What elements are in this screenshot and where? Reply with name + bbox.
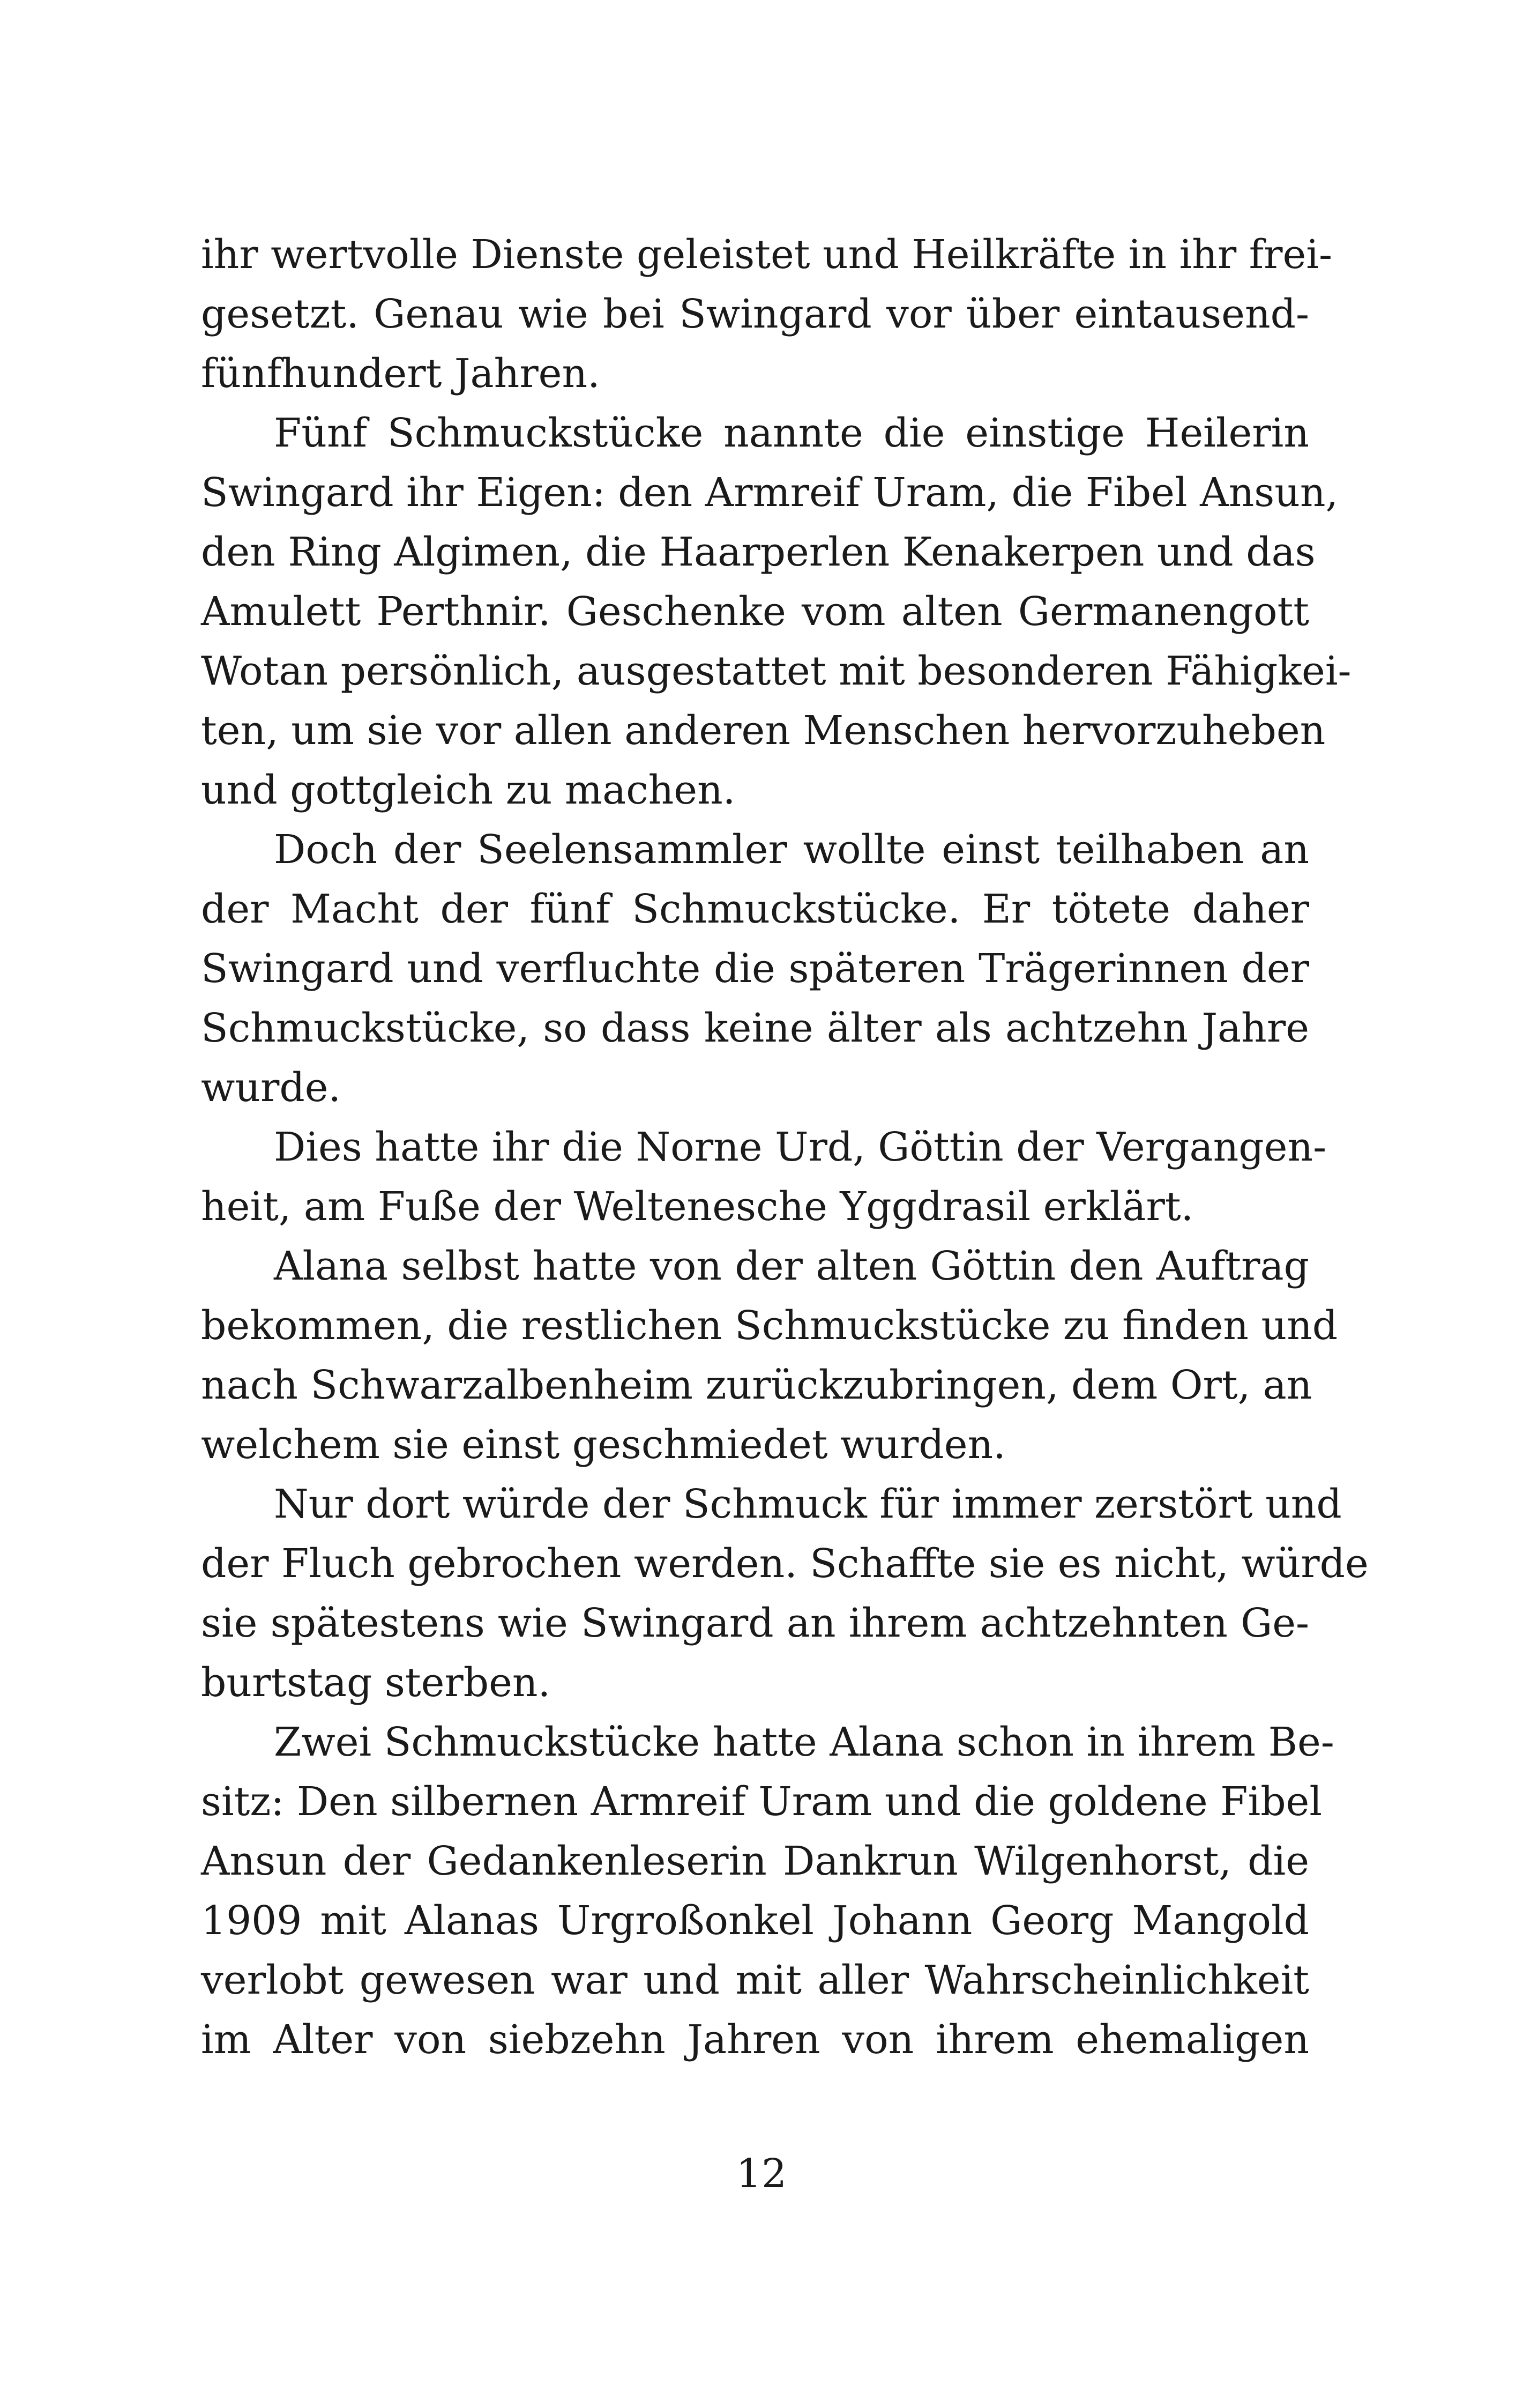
- text-line: Amulett Perthnir. Geschenke vom alten Germanengott: [201, 589, 1309, 635]
- paragraph: [201, 1475, 1369, 1713]
- text-line: Swingard ihr Eigen: den Armreif Uram, die Fibel Ansun,: [201, 470, 1339, 516]
- text-line: ihr wertvolle Dienste geleistet und Heilkräfte in ihr frei-: [201, 232, 1332, 278]
- text-line: und gottgleich zu machen.: [201, 767, 736, 813]
- paragraph: [201, 1237, 1338, 1475]
- text-line: Alana selbst hatte von der alten Göttin den Auftrag: [274, 1243, 1309, 1289]
- text-line: wurde.: [201, 1065, 341, 1111]
- text-line: Fünf Schmuckstücke nannte die einstige Heilerin: [274, 410, 1309, 456]
- body-text: [201, 225, 1369, 2070]
- text-line: heit, am Fuße der Weltenesche Yggdrasil erklärt.: [201, 1184, 1194, 1230]
- text-line: Nur dort würde der Schmuck für immer zerstört und: [274, 1481, 1342, 1527]
- text-line: Swingard und verfluchte die späteren Trägerinnen der: [201, 946, 1309, 992]
- paragraph: [201, 404, 1352, 820]
- paragraph: [201, 225, 1332, 404]
- text-line: burtstag sterben.: [201, 1660, 551, 1706]
- paragraph: [201, 820, 1309, 1118]
- text-line: nach Schwarzalbenheim zurückzubringen, dem Ort, an: [201, 1362, 1312, 1408]
- paragraph: [201, 1118, 1327, 1237]
- text-line: Doch der Seelensammler wollte einst teilhaben an: [274, 827, 1309, 873]
- text-line: Schmuckstücke, so dass keine älter als achtzehn Jahre: [201, 1005, 1309, 1051]
- text-line: der Fluch gebrochen werden. Schaffte sie es nicht, würde: [201, 1541, 1369, 1587]
- text-line: der Macht der fünf Schmuckstücke. Er tötete daher: [201, 886, 1309, 932]
- text-line: Wotan persönlich, ausgestattet mit besonderen Fähigkei-: [201, 648, 1352, 694]
- text-line: 1909 mit Alanas Urgroßonkel Johann Georg Mangold: [201, 1898, 1309, 1944]
- text-line: welchem sie einst geschmiedet wurden.: [201, 1422, 1006, 1468]
- text-line: Ansun der Gedankenleserin Dankrun Wilgenhorst, die: [201, 1838, 1309, 1884]
- text-line: sitz: Den silbernen Armreif Uram und die goldene Fibel: [201, 1779, 1323, 1825]
- text-line: den Ring Algimen, die Haarperlen Kenakerpen und das: [201, 529, 1316, 575]
- text-line: bekommen, die restlichen Schmuckstücke zu finden und: [201, 1303, 1338, 1349]
- text-line: ten, um sie vor allen anderen Menschen hervorzuheben: [201, 708, 1326, 754]
- text-line: gesetzt. Genau wie bei Swingard vor über eintausend-: [201, 291, 1309, 337]
- text-line: im Alter von siebzehn Jahren von ihrem ehemaligen: [201, 2017, 1309, 2063]
- text-line: Zwei Schmuckstücke hatte Alana schon in ihrem Be-: [274, 1719, 1334, 1765]
- text-line: sie spätestens wie Swingard an ihrem achtzehnten Ge-: [201, 1600, 1309, 1646]
- text-line: verlobt gewesen war und mit aller Wahrscheinlichkeit: [201, 1957, 1309, 2003]
- text-line: Dies hatte ihr die Norne Urd, Göttin der Vergangen-: [274, 1124, 1327, 1170]
- paragraph: [201, 1713, 1334, 2070]
- text-line: fünfhundert Jahren.: [201, 351, 600, 397]
- page-number: 12: [736, 2151, 787, 2197]
